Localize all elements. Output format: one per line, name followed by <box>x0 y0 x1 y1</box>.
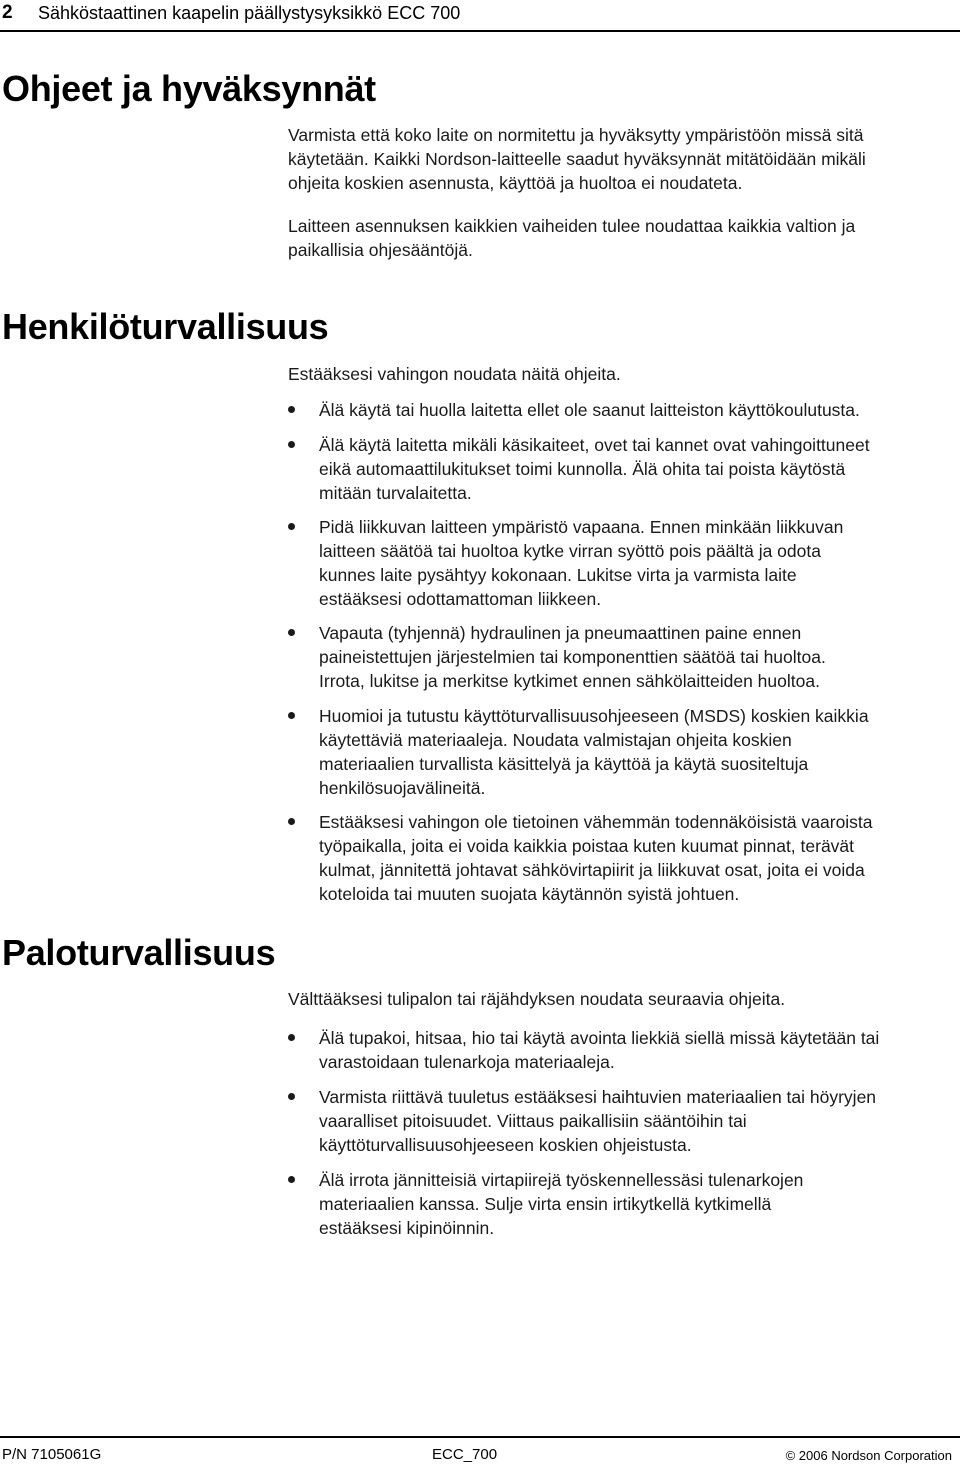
list-item-text: Älä käytä tai huolla laitetta ellet ole saanut laitteiston käyttökoulutusta. <box>319 400 860 420</box>
list-item-text: Pidä liikkuvan laitteen ympäristö vapaana. Ennen minkään liikkuvan laitteen säätöä tai huoltoa kytke virran syöttö pois päältä ja odota kunnes laite pysähtyy kokonaan. Lukitse virta ja varmista laite estääksesi odottamattoman liikkeen. <box>319 517 844 609</box>
bullet-icon <box>288 523 295 530</box>
paragraph-fire-intro: Välttääksesi tulipalon tai räjähdyksen noudata seuraavia ohjeita. <box>288 989 786 1009</box>
list-item <box>288 704 960 800</box>
list-item-text: Älä irrota jännitteisiä virtapiirejä työskennellessäsi tulenarkojen materiaalien kanssa. Sulje virta ensin irtikytkellä kytkimellä estääksesi kipinöinnin. <box>319 1170 804 1238</box>
paragraph-personal-intro: Estääksesi vahingon noudata näitä ohjeita. <box>288 364 621 384</box>
document-title: Sähköstaattinen kaapelin päällystysyksikkö ECC 700 <box>38 3 461 23</box>
bullet-icon <box>288 1176 295 1183</box>
list-item <box>288 1085 960 1157</box>
bullet-icon <box>288 406 295 413</box>
footer-divider <box>0 1436 960 1438</box>
list-item-text: Varmista riittävä tuuletus estääksesi haihtuvien materiaalien tai höyryjen vaaralliset pitoisuudet. Viittaus paikallisiin sääntöihin tai käyttöturvallisuusohjeeseen koskien ohjeistusta. <box>319 1087 877 1155</box>
heading-henkiloturvallisuus: Henkilöturvallisuus <box>2 306 329 347</box>
list-item <box>288 1168 960 1240</box>
footer-copyright: © 2006 Nordson Corporation <box>785 1448 952 1463</box>
list-item-text: Vapauta (tyhjennä) hydraulinen ja pneumaattinen paine ennen paineistettujen järjestelmien tai komponenttien säätöä tai huoltoa. Irrota, lukitse ja merkitse kytkimet ennen sähkölaitteiden huoltoa. <box>319 623 826 691</box>
list-item-text: Huomioi ja tutustu käyttöturvallisuusohjeeseen (MSDS) koskien kaikkia käytettäviä materiaaleja. Noudata valmistajan ohjeita koskien materiaalien turvallista käsittelyä ja käyttöä ja käytä suositeltuja henkilösuojavälineitä. <box>319 706 869 798</box>
header-divider <box>0 30 960 32</box>
footer-part-number: P/N 7105061G <box>2 1446 102 1463</box>
personal-safety-list <box>288 398 960 906</box>
list-item <box>288 1026 960 1074</box>
list-item <box>288 515 960 611</box>
paragraph-regulations: Laitteen asennuksen kaikkien vaiheiden tulee noudattaa kaikkia valtion ja paikallisia ohjesääntöjä. <box>288 216 856 260</box>
heading-paloturvallisuus: Paloturvallisuus <box>2 932 276 973</box>
list-item-text: Älä tupakoi, hitsaa, hio tai käytä avointa liekkiä siellä missä käytetään tai varastoidaan tulenarkoja materiaaleja. <box>319 1028 880 1072</box>
bullet-icon <box>288 818 295 825</box>
footer-doc-code: ECC_700 <box>432 1446 498 1463</box>
fire-safety-list <box>288 1026 960 1240</box>
bullet-icon <box>288 629 295 636</box>
paragraph-approvals: Varmista että koko laite on normitettu ja hyväksytty ympäristöön missä sitä käytetään. Kaikki Nordson-laitteelle saadut hyväksynnät mitätöidään mikäli ohjeita koskien asennusta, käyttöä ja huoltoa ei noudateta. <box>288 125 866 193</box>
list-item <box>288 433 960 505</box>
bullet-icon <box>288 1034 295 1041</box>
bullet-icon <box>288 441 295 448</box>
page-number: 2 <box>2 2 13 23</box>
list-item <box>288 398 960 422</box>
list-item <box>288 810 960 906</box>
list-item-text: Estääksesi vahingon ole tietoinen vähemmän todennäköisistä vaaroista työpaikalla, joita ei voida kaikkia poistaa kuten kuumat pinnat, terävät kulmat, jännitettä johtavat sähkövirtapiirit ja liikkuvat osat, joita ei voida koteloida tai muuten suojata käytännön syistä johtuen. <box>319 812 873 904</box>
list-item-text: Älä käytä laitetta mikäli käsikaiteet, ovet tai kannet ovat vahingoittuneet eikä automaattilukitukset toimi kunnolla. Älä ohita tai poista käytöstä mitään turvalaitetta. <box>319 435 870 503</box>
heading-ohjeet: Ohjeet ja hyväksynnät <box>2 68 376 109</box>
bullet-icon <box>288 712 295 719</box>
bullet-icon <box>288 1093 295 1100</box>
list-item <box>288 621 960 693</box>
